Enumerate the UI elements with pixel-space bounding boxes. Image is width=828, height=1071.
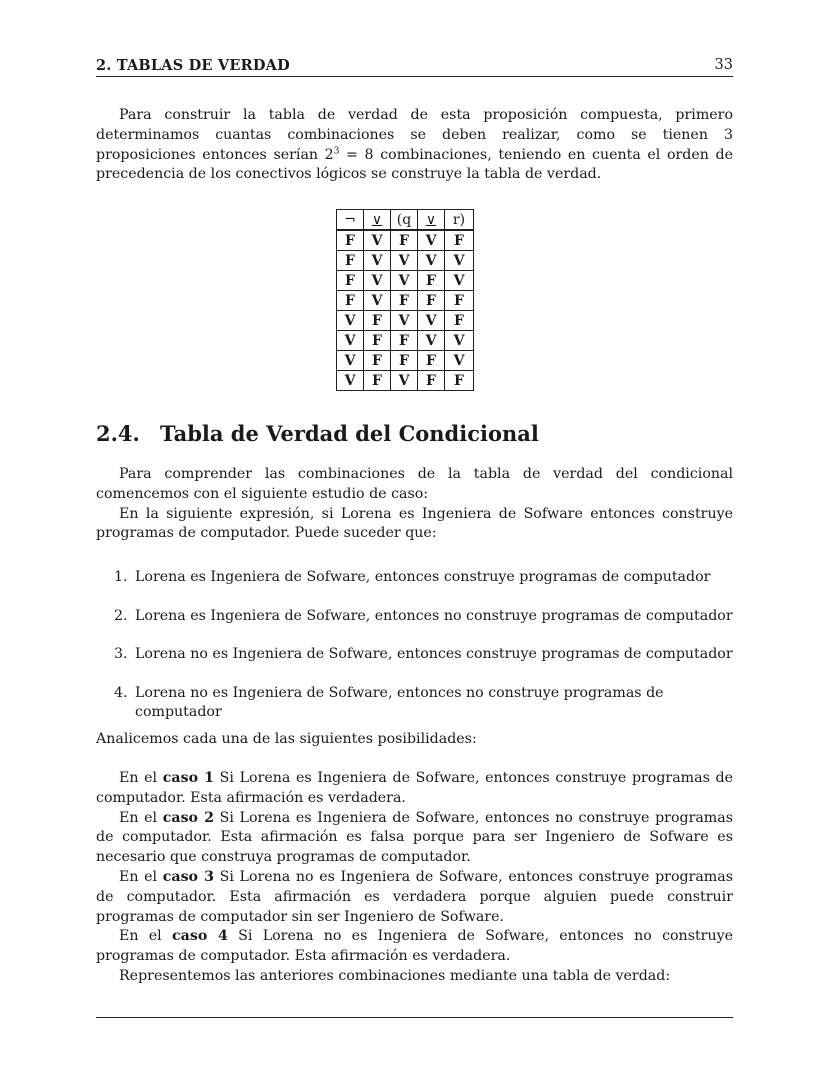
table-cell: F (445, 371, 474, 391)
table-cell: F (391, 291, 418, 311)
table-cell: V (364, 291, 391, 311)
section-intro-block (96, 465, 733, 544)
header-cell: r) (445, 210, 474, 231)
analysis-text: Si Lorena no es Ingeniera de Sofware, entonces no construye programas de computador. Esta afirmación es verdadera. (96, 928, 734, 965)
analysis-paragraph-3 (96, 868, 733, 927)
header-cell (364, 210, 391, 231)
table-row (337, 291, 474, 311)
list-item-text: Lorena es Ingeniera de Sofware, entonces construye programas de computador (135, 569, 711, 585)
table-cell: F (364, 351, 391, 371)
intro-text-a: Para construir la tabla de verdad de esta proposición compuesta, primero determinamos cuantas combinaciones se deben realizar, como se tienen 3 proposiciones entonces serían 2 (96, 107, 733, 163)
table-cell: F (445, 291, 474, 311)
table-cell: V (445, 271, 474, 291)
analysis-text: Si Lorena es Ingeniera de Sofware, entonces construye programas de computador. Esta afirmación es verdadera. (96, 770, 734, 806)
analysis-lead: En el (119, 868, 163, 885)
page-number: 33 (714, 57, 733, 73)
table-cell: F (418, 291, 445, 311)
table-cell: F (418, 351, 445, 371)
table-cell: F (418, 371, 445, 391)
list-item-text: Lorena es Ingeniera de Sofware, entonces no construye programas de computador (135, 607, 733, 624)
chapter-title: 2. TABLAS DE VERDAD (96, 57, 290, 74)
section-heading (96, 421, 539, 446)
table-cell: V (418, 230, 445, 251)
intro-paragraph (96, 106, 733, 185)
footer-rule (96, 1017, 733, 1018)
table-cell: F (364, 371, 391, 391)
list-item-number: 4. (114, 684, 128, 701)
section-number: 2.4. (96, 421, 140, 446)
table-cell: F (337, 271, 364, 291)
analysis-paragraph-4 (96, 927, 733, 967)
list-item-text: Lorena no es Ingeniera de Sofware, entonces construye programas de computador (135, 646, 733, 662)
intro-text-b: = 8 combinaciones, teniendo en cuenta el orden de precedencia de los conectivos lógicos se construye la tabla de verdad. (96, 146, 733, 183)
intro-paragraph-block (96, 106, 733, 185)
header-cell (418, 210, 445, 231)
table-cell: V (445, 351, 474, 371)
table-cell: V (418, 251, 445, 271)
list-item-number: 1. (114, 569, 128, 585)
table-cell: F (337, 251, 364, 271)
cases-list (96, 568, 733, 722)
table-cell: F (364, 311, 391, 331)
case-label: caso 3 (162, 868, 214, 885)
header-cell: (q (391, 210, 418, 231)
exponent: 3 (333, 145, 340, 156)
list-item-text: Lorena no es Ingeniera de Sofware, entonces no construye programas de computador (135, 684, 664, 721)
table-cell: F (391, 351, 418, 371)
analysis-lead: En el (119, 928, 172, 945)
table-cell: V (364, 271, 391, 291)
table-cell: V (391, 311, 418, 331)
table-row (337, 371, 474, 391)
table-cell: V (391, 251, 418, 271)
list-item-number: 2. (114, 607, 128, 624)
table-cell: V (364, 230, 391, 251)
section-intro-paragraph-2: En la siguiente expresión, si Lorena es Ingeniera de Sofware entonces construye programas de computador. Puede suceder que: (96, 505, 733, 542)
table-cell: V (337, 351, 364, 371)
table-cell: V (337, 371, 364, 391)
table-row (337, 230, 474, 251)
table-cell: F (337, 291, 364, 311)
truth-table-header-row (337, 210, 474, 231)
table-cell: V (445, 251, 474, 271)
list-item (96, 607, 733, 646)
list-item (96, 684, 733, 723)
table-cell: F (445, 311, 474, 331)
table-cell: F (391, 331, 418, 351)
case-label: caso 2 (162, 809, 214, 826)
analysis-intro-block (96, 730, 733, 750)
header-cell-text: ∨ (425, 211, 437, 228)
case-label: caso 4 (172, 928, 228, 945)
analysis-paragraph-2 (96, 809, 733, 868)
table-cell: F (391, 230, 418, 251)
table-row (337, 311, 474, 331)
table-cell: V (337, 331, 364, 351)
header-cell: ¬ (337, 210, 364, 231)
table-row (337, 351, 474, 371)
table-cell: V (391, 271, 418, 291)
table-cell: V (418, 331, 445, 351)
closing-paragraph: Representemos las anteriores combinaciones mediante una tabla de verdad: (119, 967, 671, 984)
table-row (337, 331, 474, 351)
list-item (96, 568, 733, 607)
table-cell: V (337, 311, 364, 331)
analysis-lead: En el (119, 809, 163, 826)
table-row (337, 271, 474, 291)
analysis-text: Si Lorena es Ingeniera de Sofware, entonces no construye programas de computador. Esta afirmación es falsa porque para ser Ingeniero de Sofware es necesario que construya programas de computador. (96, 809, 734, 866)
page-header (96, 56, 733, 77)
list-item (96, 645, 733, 684)
case-label: caso 1 (162, 770, 215, 786)
table-cell: F (364, 331, 391, 351)
table-cell: V (418, 311, 445, 331)
table-row (337, 251, 474, 271)
analysis-lead: En el (119, 770, 163, 786)
header-cell-text: ∨ (371, 211, 383, 228)
table-cell: V (445, 331, 474, 351)
analysis-intro: Analicemos cada una de las siguientes posibilidades: (96, 731, 477, 747)
table-cell: F (337, 230, 364, 251)
list-item-number: 3. (114, 646, 128, 662)
analysis-paragraph-1 (96, 769, 733, 809)
analysis-text: Si Lorena no es Ingeniera de Sofware, entonces construye programas de computador. Esta afirmación es verdadera porque alguien puede construir programas de computador sin ser Ingeniero de Sofware. (96, 868, 734, 925)
truth-table (336, 209, 474, 391)
section-intro-paragraph-1: Para comprender las combinaciones de la tabla de verdad del condicional comencemos con el siguiente estudio de caso: (96, 466, 733, 502)
table-cell: V (391, 371, 418, 391)
section-title: Tabla de Verdad del Condicional (160, 421, 539, 446)
analysis-block (96, 769, 733, 987)
table-cell: F (445, 230, 474, 251)
table-cell: V (364, 251, 391, 271)
table-cell: F (418, 271, 445, 291)
